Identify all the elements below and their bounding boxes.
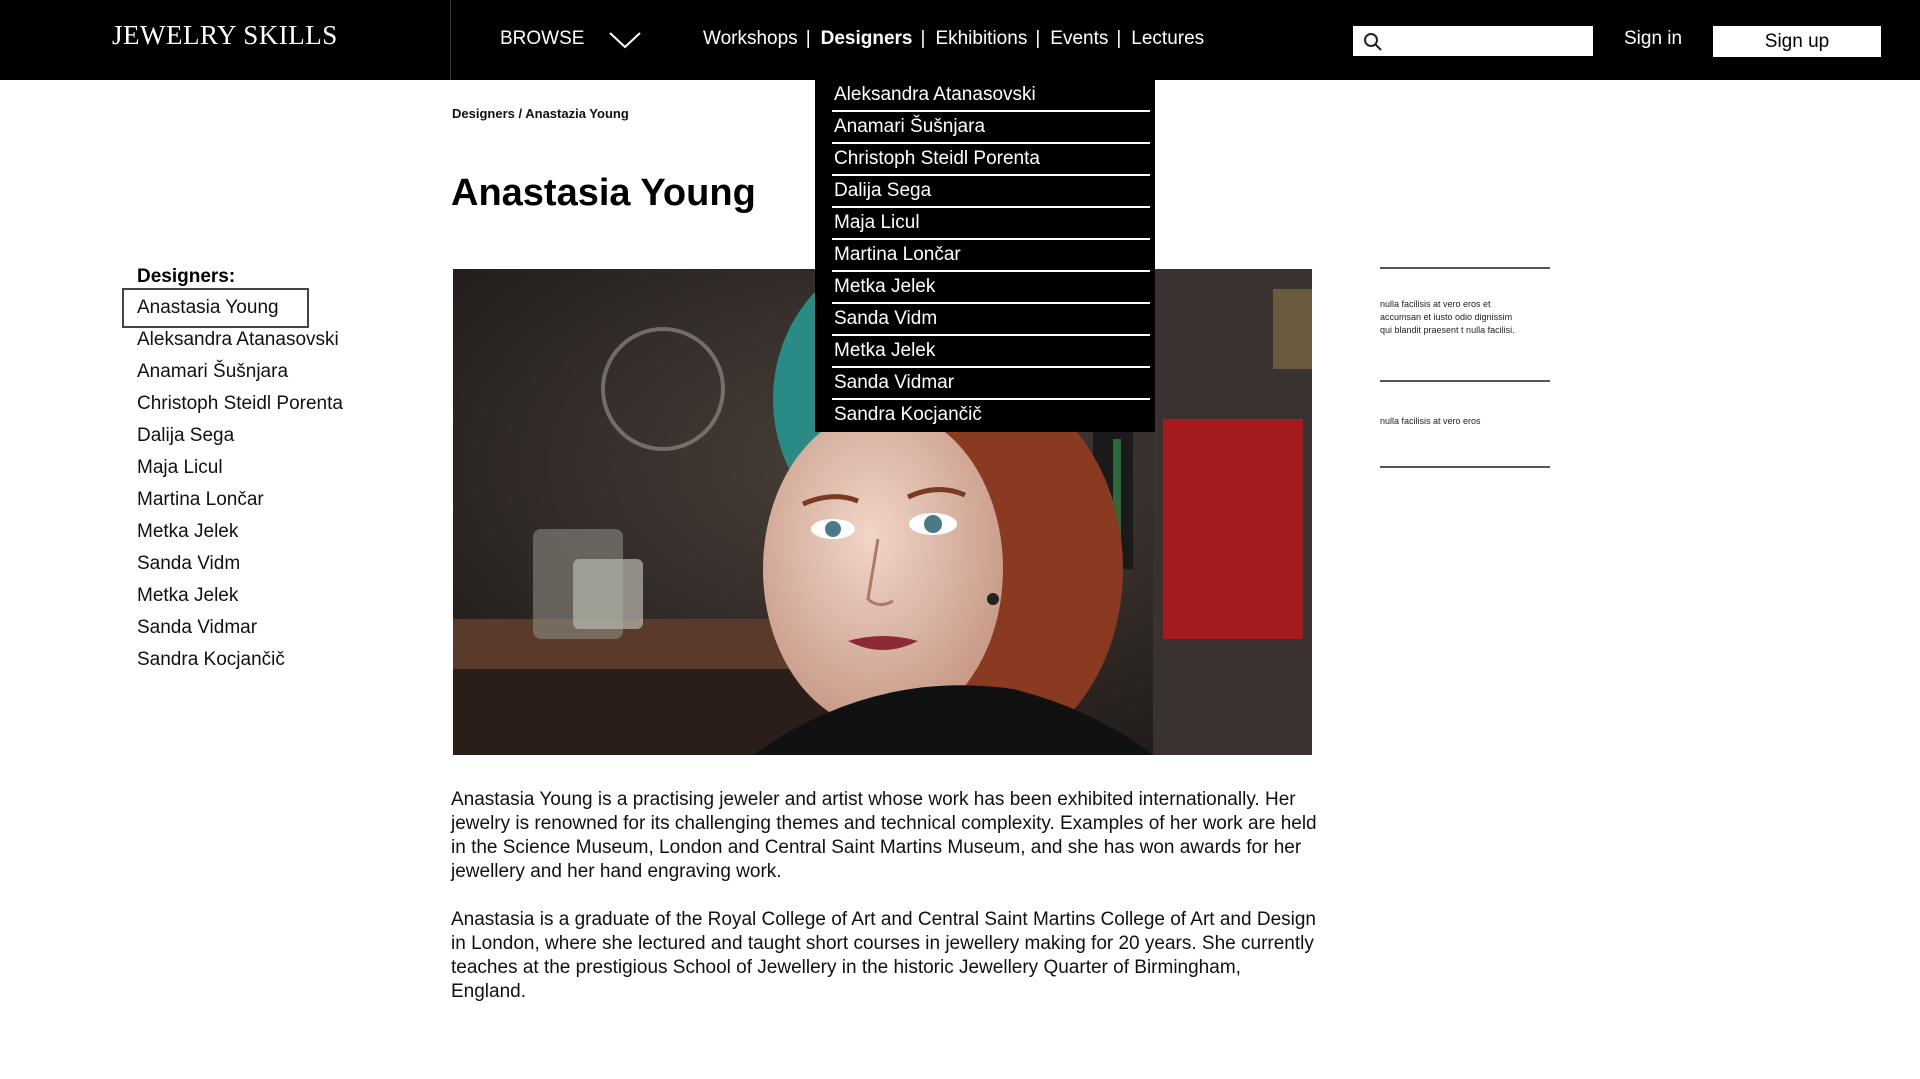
nav-separator: | <box>1116 28 1122 49</box>
nav-designers[interactable]: Designers <box>820 28 913 49</box>
sidebar-item[interactable]: Metka Jelek <box>137 585 239 606</box>
aside-divider <box>1380 466 1550 468</box>
sidebar-item[interactable]: Dalija Sega <box>137 425 235 446</box>
nav-separator: | <box>1035 28 1041 49</box>
sidebar-item[interactable]: Martina Lončar <box>137 489 264 510</box>
sidebar-item[interactable]: Sanda Vidm <box>137 553 241 574</box>
dropdown-item[interactable] <box>832 272 1150 304</box>
search-box[interactable] <box>1353 26 1593 56</box>
sidebar-item[interactable]: Metka Jelek <box>137 521 239 542</box>
logo-area <box>0 0 451 80</box>
nav-events[interactable]: Events <box>1050 28 1109 49</box>
sidebar-item-selected[interactable]: Anastasia Young <box>137 297 279 318</box>
search-icon[interactable] <box>1363 32 1383 52</box>
main-nav <box>703 28 1204 50</box>
aside-text-block: nulla facilisis at vero eros et accumsan et iusto odio dignissim qui blandit praesent t nulla facilisi. <box>1380 299 1515 335</box>
breadcrumb <box>452 106 629 121</box>
dropdown-item-label: Aleksandra Atanasovski <box>834 84 1036 105</box>
sidebar-item[interactable]: Aleksandra Atanasovski <box>137 329 339 350</box>
designer-bio <box>451 788 1321 1028</box>
breadcrumb-current: Anastazia Young <box>525 106 629 121</box>
search-input[interactable] <box>1389 26 1589 56</box>
dropdown-item-label: Sanda Vidm <box>834 308 938 329</box>
aside-text-block: nulla facilisis at vero eros <box>1380 416 1481 426</box>
dropdown-item-label: Martina Lončar <box>834 244 961 265</box>
dropdown-item-label: Metka Jelek <box>834 340 936 361</box>
bio-paragraph: Anastasia is a graduate of the Royal College of Art and Central Saint Martins College of Art and Design in London, where she lectured and taught short courses in jewellery making for 20 years. She currently teaches at the prestigious School of Jewellery in the historic Jewellery Quarter of Birmingham, England. <box>451 909 1316 1002</box>
dropdown-item[interactable] <box>832 240 1150 272</box>
dropdown-item-label: Sandra Kocjančič <box>834 404 982 425</box>
nav-workshops[interactable]: Workshops <box>703 28 798 49</box>
nav-lectures[interactable]: Lectures <box>1131 28 1205 49</box>
dropdown-item[interactable] <box>832 208 1150 240</box>
aside-divider <box>1380 380 1550 382</box>
dropdown-item[interactable] <box>832 144 1150 176</box>
designers-dropdown-menu <box>815 80 1155 432</box>
sidebar-item[interactable]: Christoph Steidl Porenta <box>137 393 343 414</box>
page-title: Anastasia Young <box>451 172 756 214</box>
sign-up-button[interactable]: Sign up <box>1713 26 1881 57</box>
dropdown-item[interactable] <box>832 336 1150 368</box>
bio-paragraph: Anastasia Young is a practising jeweler and artist whose work has been exhibited internationally. Her jewelry is renowned for its challenging themes and technical complexity. Examples of her work are held in the Science Museum, London and Central Saint Martins Museum, and she has won awards for her jewellery and her hand engraving work. <box>451 789 1317 882</box>
dropdown-item-label: Sanda Vidmar <box>834 372 955 393</box>
top-navigation-bar <box>0 0 1920 80</box>
dropdown-item-label: Metka Jelek <box>834 276 936 297</box>
dropdown-item-label: Maja Licul <box>834 212 920 233</box>
breadcrumb-separator: / <box>514 106 526 121</box>
sidebar-item[interactable]: Anamari Šušnjara <box>137 361 289 382</box>
breadcrumb-parent[interactable]: Designers <box>452 106 515 121</box>
sign-in-link[interactable]: Sign in <box>1624 28 1683 49</box>
dropdown-item-label: Anamari Šušnjara <box>834 116 986 137</box>
browse-button[interactable]: BROWSE <box>500 28 585 49</box>
nav-exhibitions[interactable]: Ekhibitions <box>935 28 1028 49</box>
sidebar-item[interactable]: Maja Licul <box>137 457 223 478</box>
sidebar-designer-list <box>137 292 343 676</box>
dropdown-item[interactable] <box>832 176 1150 208</box>
sidebar-heading: Designers: <box>137 266 236 287</box>
aside-divider <box>1380 267 1550 269</box>
dropdown-item[interactable] <box>832 80 1150 112</box>
sidebar-item[interactable]: Sanda Vidmar <box>137 617 258 638</box>
chevron-down-icon[interactable] <box>608 30 642 50</box>
sidebar-item[interactable]: Sandra Kocjančič <box>137 649 285 670</box>
nav-separator: | <box>920 28 926 49</box>
nav-separator: | <box>805 28 811 49</box>
dropdown-item[interactable] <box>832 304 1150 336</box>
dropdown-item-label: Dalija Sega <box>834 180 932 201</box>
dropdown-item-label: Christoph Steidl Porenta <box>834 148 1040 169</box>
dropdown-item[interactable] <box>832 112 1150 144</box>
dropdown-item[interactable] <box>832 400 1150 432</box>
dropdown-item[interactable] <box>832 368 1150 400</box>
site-logo[interactable]: JEWELRY SKILLS <box>112 20 338 50</box>
